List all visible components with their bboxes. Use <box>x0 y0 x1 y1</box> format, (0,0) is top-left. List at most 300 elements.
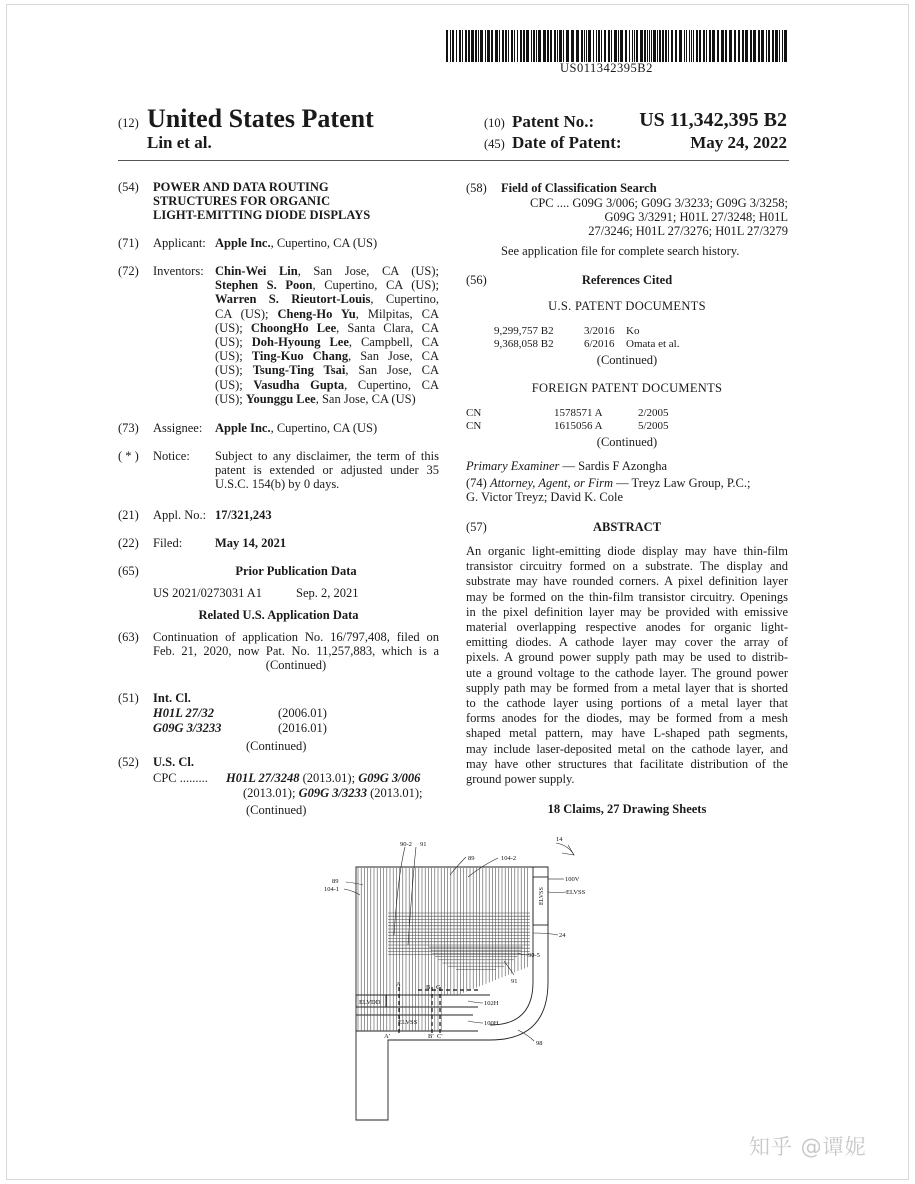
barcode-bar <box>581 30 583 62</box>
notice-label: Notice: <box>153 449 190 463</box>
barcode-bar <box>491 30 493 62</box>
foreign-doc-row <box>466 407 669 420</box>
abstract-line: ute a ground voltage to the cathode layer. The ground power <box>466 665 788 680</box>
label-90-2: 90-2 <box>400 841 412 848</box>
barcode-bar <box>620 30 623 62</box>
barcode-bar <box>636 30 638 62</box>
barcode-bar <box>768 30 770 62</box>
tag-22: (22) <box>118 536 139 550</box>
prior-pub-heading: Prior Publication Data <box>235 564 357 578</box>
int-cl-label: Int. Cl. <box>153 691 191 705</box>
abstract-text <box>466 544 788 787</box>
us-docs-heading: U.S. PATENT DOCUMENTS <box>548 299 706 313</box>
barcode-bar <box>601 30 602 62</box>
abstract-heading: ABSTRACT <box>592 520 662 534</box>
inventors-label: Inventors: <box>153 264 204 278</box>
doc-number: 1615056 A <box>554 420 603 432</box>
label-89b: 89 <box>468 855 475 862</box>
doc-type: United States Patent <box>147 104 374 133</box>
doc-country: CN <box>466 407 482 419</box>
barcode-bar <box>653 30 656 62</box>
inventor-location: (US); <box>215 349 252 364</box>
int-cl-continued: (Continued) <box>246 739 307 753</box>
examiner-label: Primary Examiner <box>466 459 560 473</box>
tag-21: (21) <box>118 508 139 522</box>
foreign-doc-row <box>466 420 669 433</box>
barcode-bar <box>499 30 500 62</box>
barcode-bar <box>675 30 677 62</box>
inventor-line <box>215 321 439 335</box>
barcode-bar <box>734 30 736 62</box>
continuation-text <box>153 630 439 673</box>
barcode-bar <box>452 30 454 62</box>
inventor-location: (US); <box>215 335 252 350</box>
inventor-location: , San Jose, CA (US); <box>297 264 439 278</box>
barcode-bar <box>571 30 574 62</box>
inventor-line <box>215 307 439 321</box>
tag-58: (58) <box>466 181 487 195</box>
representative-drawing <box>318 835 586 1125</box>
barcode-bar <box>475 30 477 62</box>
watermark: 知乎 @谭妮 <box>749 1135 867 1159</box>
inventor-line <box>215 278 439 292</box>
prior-pub-number: US 2021/0273031 A1 <box>153 586 263 600</box>
data-line-hatching <box>358 868 528 1031</box>
barcode-bar <box>712 30 715 62</box>
us-doc-row <box>494 325 679 338</box>
barcode-bar <box>693 30 694 62</box>
inventor-line <box>215 264 439 278</box>
int-cl-date-1: (2006.01) <box>278 706 327 720</box>
tag-notice: ( * ) <box>118 449 139 463</box>
barcode-bar <box>586 30 587 62</box>
barcode-bar <box>753 30 756 62</box>
inventor-name: Younggu Lee <box>245 391 316 406</box>
applicant-name: Apple Inc. <box>215 236 271 250</box>
barcode-bar <box>662 30 664 62</box>
inventor-location: , Cupertino, <box>370 292 439 307</box>
cpc-date: (2013.01); <box>243 786 299 800</box>
label-c-prime: C' <box>437 1033 443 1040</box>
corner-hatching <box>429 947 523 982</box>
us-cl-continued: (Continued) <box>246 803 307 817</box>
barcode-bar <box>691 30 692 62</box>
barcode-bar <box>709 30 711 62</box>
inventor-location: , San Jose, CA <box>345 363 439 378</box>
barcode-bar <box>657 30 658 62</box>
label-14: 14 <box>556 836 563 843</box>
patent-title <box>153 180 370 223</box>
barcode-bar <box>745 30 748 62</box>
barcode-bar <box>450 30 451 62</box>
barcode-bar <box>766 30 767 62</box>
barcode-bar <box>588 30 591 62</box>
barcode-bar <box>471 30 474 62</box>
barcode-bar <box>608 30 610 62</box>
foreign-heading: FOREIGN PATENT DOCUMENTS <box>531 381 723 395</box>
barcode-bar <box>511 30 513 62</box>
barcode-bar <box>665 30 667 62</box>
inventor-location: , Cupertino, CA <box>344 377 440 392</box>
cpc-code: G09G 3/3233 <box>298 786 367 800</box>
cpc-line-2 <box>243 786 423 800</box>
tag-54: (54) <box>118 180 139 194</box>
barcode-bar <box>684 30 685 62</box>
assignee <box>215 421 377 435</box>
barcode-bar <box>531 30 532 62</box>
label-98: 98 <box>536 1040 543 1047</box>
barcode-bar <box>547 30 549 62</box>
label-90-5: 90-5 <box>528 952 540 959</box>
inventor-name: Stephen S. Poon <box>215 278 313 293</box>
field-line: 27/3246; H01L 27/3276; H01L 27/3279 <box>588 224 788 239</box>
label-91b: 91 <box>511 978 518 985</box>
barcode-bar <box>462 30 463 62</box>
barcode-bar <box>468 30 470 62</box>
label-100v: 100V <box>565 876 580 883</box>
label-100h: 100H <box>484 1020 499 1027</box>
barcode-bar <box>596 30 597 62</box>
filed-label: Filed: <box>153 536 183 550</box>
barcode-bar <box>557 30 558 62</box>
barcode-bar <box>598 30 600 62</box>
barcode-bar <box>647 30 648 62</box>
title-line: POWER AND DATA ROUTING <box>153 180 329 194</box>
tag-63: (63) <box>118 630 139 644</box>
cpc-line-1-codes <box>226 771 420 785</box>
doc-date: 2/2005 <box>638 407 669 419</box>
barcode-bar <box>729 30 732 62</box>
doc-date: 6/2016 <box>584 338 615 350</box>
label-elvdd: ELVDD <box>359 999 381 1006</box>
us-docs-continued: (Continued) <box>596 353 658 367</box>
barcode-bar <box>514 30 515 62</box>
display-outline <box>356 867 548 1120</box>
notice-line: U.S.C. 154(b) by 0 days. <box>215 477 340 492</box>
patent-date: May 24, 2022 <box>690 133 787 152</box>
tag-71: (71) <box>118 236 139 250</box>
barcode-bar <box>696 30 698 62</box>
barcode-bar <box>566 30 569 62</box>
barcode-bar <box>689 30 690 62</box>
barcode-bar <box>761 30 764 62</box>
tag-10: (10) <box>484 116 505 130</box>
barcode-bar <box>611 30 612 62</box>
notice-text <box>215 449 439 492</box>
barcode-bar <box>480 30 483 62</box>
attorney-names: G. Victor Treyz; David K. Cole <box>466 490 623 505</box>
abstract-line: substrate may have rounded corners. A pixel definition layer <box>466 574 788 589</box>
label-b-prime: B' <box>428 1033 434 1040</box>
inventor-location: (US); <box>215 320 251 335</box>
abstract-line: may be formed on the thin-film transistor circuitry. Openings <box>466 589 788 604</box>
barcode-bar <box>634 30 635 62</box>
label-c: C <box>436 984 441 991</box>
barcode-bar <box>487 30 490 62</box>
abstract-line: may have other structures that facilitate distribution of the <box>466 756 788 771</box>
doc-number: 9,368,058 B2 <box>494 338 554 350</box>
abstract-line: material overlapping respective anodes for organic light- <box>466 620 788 635</box>
barcode-bar <box>721 30 724 62</box>
barcode-bar <box>508 30 509 62</box>
first-inventor: Lin et al. <box>147 133 212 152</box>
patent-no-label: Patent No.: <box>512 112 595 131</box>
label-b: B <box>426 984 431 991</box>
barcode-bar <box>706 30 707 62</box>
barcode-bar <box>699 30 701 62</box>
abstract-line: to the cathode layer using portions of a metal layer that <box>466 696 788 711</box>
barcode-bar <box>651 30 652 62</box>
barcode-bar <box>644 30 646 62</box>
label-elvss-vertical: ELVSS <box>539 887 545 905</box>
barcode-bar <box>679 30 682 62</box>
inventor-name: Vasudha Gupta <box>253 377 345 392</box>
doc-name: Ko <box>626 325 640 337</box>
label-104-1: 104-1 <box>324 886 340 893</box>
applicant-location: , Cupertino, CA (US) <box>270 236 378 250</box>
barcode-bar <box>758 30 760 62</box>
barcode-bar <box>576 30 579 62</box>
barcode-number: US011342395B2 <box>560 61 653 75</box>
inventor-line <box>215 292 439 306</box>
patent-number: US 11,342,395 B2 <box>639 109 787 131</box>
filed-date: May 14, 2021 <box>215 536 287 550</box>
barcode-bar <box>485 30 486 62</box>
int-cl-date-2: (2016.01) <box>278 721 327 735</box>
tag-72: (72) <box>118 264 139 278</box>
inventor-name: ChoongHo Lee <box>250 320 337 335</box>
doc-name: Omata et al. <box>626 338 680 350</box>
tag-65: (65) <box>118 564 139 578</box>
tag-51: (51) <box>118 691 139 705</box>
barcode-bar <box>536 30 537 62</box>
cpc-line-1 <box>153 771 208 785</box>
label-104-2: 104-2 <box>501 855 517 862</box>
tag-52: (52) <box>118 755 139 769</box>
barcode-bar <box>446 30 448 62</box>
tag-45: (45) <box>484 137 505 151</box>
us-cl-label: U.S. Cl. <box>153 755 194 769</box>
barcode-bar <box>629 30 630 62</box>
inventors-list <box>215 264 439 406</box>
notice-line: Subject to any disclaimer, the term of this <box>215 449 439 463</box>
inventor-location: , San Jose, CA (US) <box>315 391 416 406</box>
barcode-bar <box>725 30 727 62</box>
barcode-bar <box>742 30 744 62</box>
inventor-location: , Cupertino, CA (US); <box>312 278 440 293</box>
abstract-line: pixels. A ground power supply path may be used to distrib- <box>466 650 788 665</box>
abstract-line: ground power supply. <box>466 772 575 787</box>
foreign-docs-continued: (Continued) <box>596 435 658 449</box>
barcode-bar <box>640 30 643 62</box>
barcode-bar <box>554 30 556 62</box>
barcode-bar <box>772 30 774 62</box>
examiner <box>466 459 667 473</box>
barcode-bar <box>543 30 546 62</box>
field-cpc <box>501 196 788 239</box>
barcode-bar <box>671 30 673 62</box>
abstract-line: in the pixel definition layer may be provided with emissive <box>466 604 788 619</box>
barcode-bar <box>584 30 585 62</box>
inventor-name: Ting-Kuo Chang <box>251 349 349 364</box>
applicant-label: Applicant: <box>153 236 206 250</box>
title-line: LIGHT-EMITTING DIODE DISPLAYS <box>153 208 371 223</box>
barcode-bar <box>782 30 783 62</box>
attorney-firm: — Treyz Law Group, P.C.; <box>612 476 751 490</box>
barcode-bar <box>520 30 522 62</box>
attorney <box>466 476 788 504</box>
abstract-line: may include laser-deposited metal on the cathode layer, and <box>466 741 788 756</box>
refs-heading: References Cited <box>581 273 673 287</box>
label-elvss-h: ELVSS <box>398 1019 418 1026</box>
label-24: 24 <box>559 932 566 939</box>
barcode-bar <box>517 30 518 62</box>
inventor-name: Tsung-Ting Tsai <box>252 363 346 378</box>
barcode-bar <box>550 30 552 62</box>
label-a-prime: A' <box>384 1033 390 1040</box>
label-102h: 102H <box>484 1000 499 1007</box>
inventor-name: Doh-Hyoung Lee <box>251 335 349 350</box>
barcode-bar <box>604 30 606 62</box>
inventor-location: , Milpitas, CA <box>355 306 440 321</box>
barcode-bar <box>775 30 778 62</box>
label-a: A <box>396 981 401 988</box>
appl-number: 17/321,243 <box>215 508 272 522</box>
doc-number: 9,299,757 B2 <box>494 325 554 337</box>
continuation-line: Feb. 21, 2020, now Pat. No. 11,257,883, which is a <box>153 644 439 659</box>
cpc-code: H01L 27/3248 <box>226 771 300 785</box>
barcode-bar <box>614 30 617 62</box>
inventor-line <box>215 378 439 392</box>
abstract-line: supply path may be formed from a metal layer that is shorted <box>466 680 788 695</box>
inventor-location: , Campbell, CA <box>348 335 440 350</box>
label-89: 89 <box>332 878 339 885</box>
appl-label: Appl. No.: <box>153 508 207 522</box>
barcode-bar <box>478 30 479 62</box>
doc-date: 5/2005 <box>638 420 669 432</box>
inventor-name: Chin-Wei Lin <box>215 264 298 278</box>
barcode-bar <box>593 30 594 62</box>
notice-line: patent is extended or adjusted under 35 <box>215 463 439 478</box>
inventor-location: , Santa Clara, CA <box>336 320 439 335</box>
field-line: G09G 3/3291; H01L 27/3248; H01L <box>604 210 788 225</box>
inventor-line <box>215 392 439 406</box>
continued-note: (Continued) <box>265 658 327 673</box>
doc-date: 3/2016 <box>584 325 615 337</box>
barcode-bar <box>703 30 705 62</box>
barcode-bar <box>632 30 633 62</box>
inventor-location: CA (US); <box>215 306 278 321</box>
us-docs-list <box>494 325 679 351</box>
abstract-line: An organic light-emitting diode display may have thin-film <box>466 544 788 558</box>
barcode-bar <box>559 30 562 62</box>
applicant <box>215 236 377 250</box>
barcode-bar <box>502 30 504 62</box>
barcode-bar <box>738 30 740 62</box>
continuation-line: Continuation of application No. 16/797,408, filed on <box>153 630 439 644</box>
cpc-date: (2013.01); <box>299 771 359 785</box>
inventor-location: (US); <box>215 363 253 378</box>
barcode-bar <box>750 30 752 62</box>
inventor-line <box>215 335 439 349</box>
doc-country: CN <box>466 420 482 432</box>
barcode-bar <box>456 30 457 62</box>
abstract-line: forms anodes for the diodes, may be formed from a mesh <box>466 711 788 726</box>
inventor-name: Cheng-Ho Yu <box>277 306 356 321</box>
prior-pub-date: Sep. 2, 2021 <box>296 586 359 600</box>
barcode-bar <box>465 30 467 62</box>
barcode-bar <box>459 30 461 62</box>
assignee-name: Apple Inc. <box>215 421 271 435</box>
inventor-line <box>215 349 439 363</box>
doc-number: 1578571 A <box>554 407 603 419</box>
barcode-bar <box>618 30 619 62</box>
us-doc-row <box>494 338 679 351</box>
inventor-location: (US); <box>215 377 254 392</box>
int-cl-code-1: H01L 27/32 <box>153 706 214 720</box>
claims-summary: 18 Claims, 27 Drawing Sheets <box>547 802 707 816</box>
tag-57: (57) <box>466 520 487 534</box>
field-note: See application file for complete search history. <box>501 244 740 258</box>
abstract-line: emitting diodes. A cathode layer may cover the array of <box>466 635 788 650</box>
tag-56: (56) <box>466 273 487 287</box>
barcode-bar <box>649 30 650 62</box>
inventor-name: Warren S. Rieutort-Louis <box>215 292 371 307</box>
field-line: CPC .... G09G 3/006; G09G 3/3233; G09G 3/3258; <box>529 196 788 210</box>
barcode-bar <box>625 30 627 62</box>
assignee-label: Assignee: <box>153 421 203 435</box>
header-rule <box>118 160 789 161</box>
cpc-date: (2013.01); <box>366 786 423 800</box>
examiner-name: — Sardis F Azongha <box>559 459 668 473</box>
attorney-label: Attorney, Agent, or Firm <box>489 476 613 490</box>
inventor-location: (US); <box>215 391 246 406</box>
field-heading: Field of Classification Search <box>501 181 657 195</box>
tag-73: (73) <box>118 421 139 435</box>
barcode-bar <box>717 30 719 62</box>
inventor-line <box>215 363 439 377</box>
barcode-bar <box>526 30 529 62</box>
barcode-bar <box>495 30 498 62</box>
date-label: Date of Patent: <box>512 133 622 152</box>
inventor-location: , San Jose, CA <box>348 349 439 364</box>
related-heading: Related U.S. Application Data <box>198 608 359 622</box>
cpc-code: G09G 3/006 <box>358 771 421 785</box>
foreign-docs-list <box>466 407 669 433</box>
title-line: STRUCTURES FOR ORGANIC <box>153 194 331 209</box>
barcode-bar <box>668 30 669 62</box>
tag-12: (12) <box>118 116 139 130</box>
barcode-bar <box>779 30 780 62</box>
barcode-bar <box>533 30 535 62</box>
barcode-bar <box>523 30 525 62</box>
barcode-bar <box>686 30 687 62</box>
int-cl-code-2: G09G 3/3233 <box>153 721 222 735</box>
assignee-location: , Cupertino, CA (US) <box>270 421 378 435</box>
abstract-line: shaped metal pattern, may have L-shaped path segments, <box>466 726 788 741</box>
barcode-bar <box>505 30 507 62</box>
label-elvss-right: ELVSS <box>566 889 586 896</box>
barcode-bar <box>538 30 541 62</box>
tag-74: (74) <box>466 476 487 490</box>
barcode-bar <box>784 30 787 62</box>
abstract-line: transistor circuitry formed on a substrate. The display and <box>466 559 788 574</box>
barcode-image <box>446 30 789 62</box>
label-91: 91 <box>420 841 427 848</box>
barcode-bar <box>659 30 661 62</box>
cpc-prefix: CPC ......... <box>153 771 208 785</box>
barcode-bar <box>563 30 564 62</box>
